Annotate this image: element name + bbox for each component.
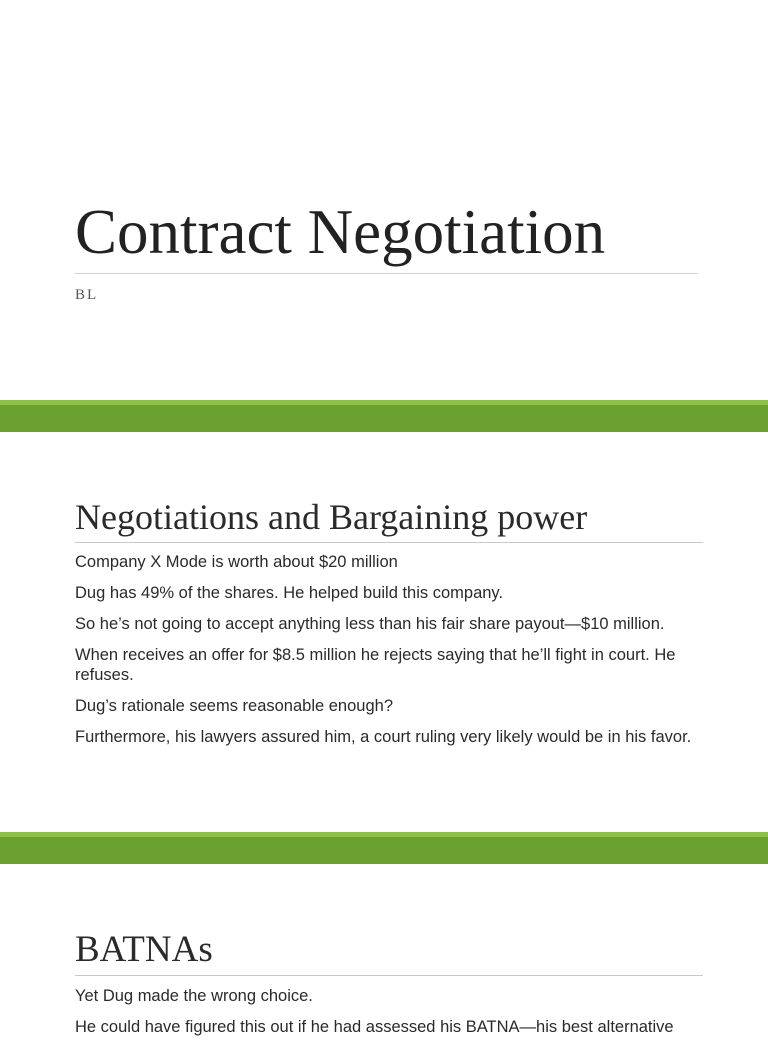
bullet-item: He could have figured this out if he had assessed his BATNA—his best alternative bbox=[75, 1018, 674, 1036]
slide-heading: Negotiations and Bargaining power bbox=[75, 497, 588, 537]
bullet-item: Dug has 49% of the shares. He helped build this company. bbox=[75, 584, 504, 602]
bullet-item: Company X Mode is worth about $20 million bbox=[75, 553, 398, 571]
content-slide-bargaining-power bbox=[0, 432, 768, 832]
slide-separator bbox=[0, 400, 768, 432]
heading-divider bbox=[75, 542, 703, 543]
bullet-list bbox=[75, 986, 700, 1048]
heading-divider bbox=[75, 975, 703, 976]
bullet-item: When receives an offer for $8.5 million he rejects saying that he’ll fight in court. He refuses. bbox=[75, 646, 676, 684]
content-slide-batnas bbox=[0, 864, 768, 1036]
slide-heading: BATNAs bbox=[75, 929, 213, 970]
title-divider bbox=[75, 273, 698, 274]
slide-separator bbox=[0, 832, 768, 864]
slide-subtitle: BL bbox=[75, 287, 99, 303]
bullet-item: So he’s not going to accept anything less than his fair share payout—$10 million. bbox=[75, 615, 665, 633]
bullet-list bbox=[75, 552, 700, 758]
title-slide bbox=[0, 0, 768, 400]
slide-title: Contract Negotiation bbox=[75, 197, 606, 267]
bullet-item: Yet Dug made the wrong choice. bbox=[75, 987, 313, 1005]
bullet-item: Furthermore, his lawyers assured him, a court ruling very likely would be in his favor. bbox=[75, 728, 692, 746]
bullet-item: Dug’s rationale seems reasonable enough? bbox=[75, 697, 393, 715]
